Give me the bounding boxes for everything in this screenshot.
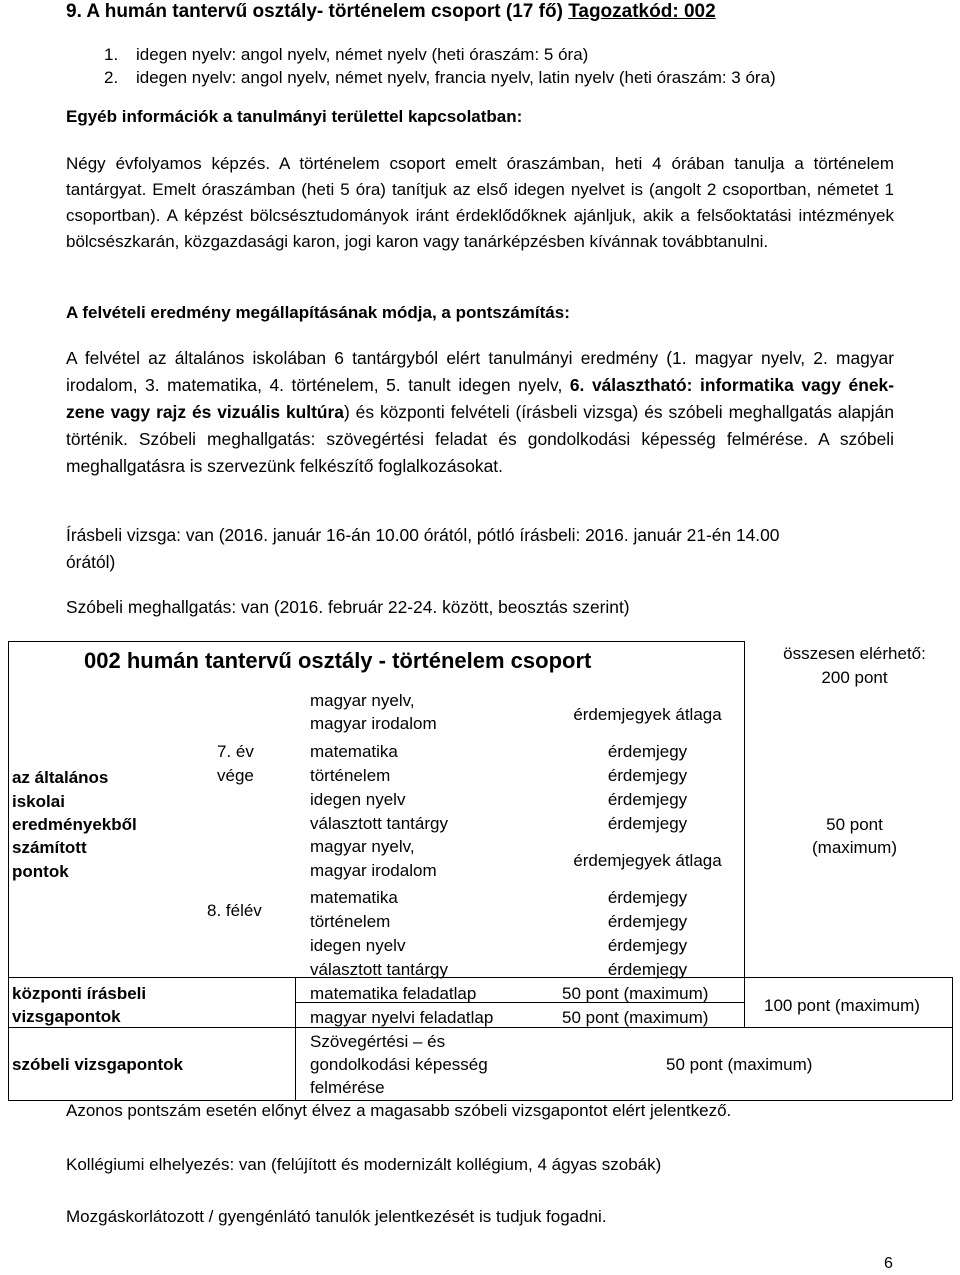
general-label-3: eredményekből [12,815,137,834]
written-exam-line2: órától) [66,552,116,572]
page-number: 6 [884,1255,893,1272]
admission-text: A felvétel az általános iskolában 6 tantárgyból elért tanulmányi eredmény (1. magyar nyelv, 2. magyar irodalom, 3. matematika, 4. történelem, 5. tanult idegen nyelv, 6. választható: informatika vagy ének-zene vagy rajz és vizuális kultúra) és központi felvételi (írásbeli vizsga) és szóbeli meghallgatás alapján történik. Szóbeli meghallgatás: szövegértési feladat és gondolkodási képesség felmérése. A szóbeli meghallgatásra is szervezünk felkészítő foglalkozásokat. [66,348,895,476]
grade-avg-1: érdemjegyek átlaga [573,705,722,724]
admission-heading: A felvételi eredmény megállapításának módja, a pontszámítás: [66,303,570,322]
general-label-5: pontok [12,862,69,881]
admission-bold: 6. választható: informatika vagy ének-zene vagy rajz és vizuális kultúra [66,375,894,422]
grade-math-2: érdemjegy [607,888,688,907]
subject-chosen-2: választott tantárgy [310,960,448,979]
section-code: Tagozatkód: 002 [568,1,716,22]
total-label-2: 200 pont [821,668,888,687]
language-item-1: 1. idegen nyelv: angol nyelv, német nyelv (heti óraszám: 5 óra) [104,45,589,64]
grade-avg-2: érdemjegyek átlaga [573,851,722,870]
period-7-line1: 7. év [217,742,254,761]
subject-hu-2-a: magyar nyelv, [310,837,415,856]
oral-desc-3: felmérése [310,1078,385,1097]
subject-hist-1: történelem [310,766,391,785]
hu-sheet-points: 50 pont (maximum) [562,1008,709,1027]
central-label-1: központi írásbeli [12,984,147,1003]
oral-label: szóbeli vizsgapontok [12,1055,183,1074]
period-7-line2: vége [217,766,254,785]
subject-math-2: matematika [310,888,398,907]
grade-lang-1: érdemjegy [607,790,688,809]
central-points: 100 pont (maximum) [764,996,920,1015]
central-label-2: vizsgapontok [12,1007,121,1026]
subject-hu-1-a: magyar nyelv, [310,691,415,710]
equal-points-note: Azonos pontszám esetén előnyt élvez a magasabb szóbeli vizsgapontot elért jelentkező. [66,1101,732,1120]
grade-hist-2: érdemjegy [607,912,688,931]
grade-chosen-2: érdemjegy [607,960,688,979]
other-info-text: Négy évfolyamos képzés. A történelem csoport emelt óraszámban, heti 4 órában tanulja a történelem tantárgyat. Emelt óraszámban (heti 5 óra) tanítjuk az első idegen nyelvet is (angolt 2 csoportban, németet 1 csoportban). A képzést bölcsésztudományok iránt érdeklődőknek ajánljuk, akik a felsőoktatási intézmények bölcsészkarán, közgazdasági karon, jogi karon vagy tanárképzésben kívánnak továbbtanulni. [66,154,894,251]
subject-lang-1: idegen nyelv [310,790,406,809]
oral-desc-1: Szövegértési – és [310,1032,446,1051]
math-sheet-points: 50 pont (maximum) [562,984,709,1003]
subject-hist-2: történelem [310,912,391,931]
hu-sheet: magyar nyelvi feladatlap [310,1008,494,1027]
section-title: 9. A humán tantervű osztály- történelem csoport (17 fő) [66,1,569,22]
grade-chosen-1: érdemjegy [607,814,688,833]
written-exam-line1: Írásbeli vizsga: van (2016. január 16-án 10.00 órától, pótló írásbeli: 2016. január 21-én 14.00 [66,525,780,545]
subject-math-1: matematika [310,742,398,761]
general-label-2: iskolai [12,792,65,811]
subject-hu-2-b: magyar irodalom [310,861,437,880]
grade-lang-2: érdemjegy [607,936,688,955]
general-points-2: (maximum) [812,838,897,857]
dormitory-note: Kollégiumi elhelyezés: van (felújított és modernizált kollégium, 4 ágyas szobák) [66,1155,662,1174]
period-8: 8. félév [207,901,262,920]
general-label-4: számított [12,838,87,857]
math-sheet: matematika feladatlap [310,984,477,1003]
subject-hu-1-b: magyar irodalom [310,714,437,733]
general-points-1: 50 pont [826,815,883,834]
oral-points: 50 pont (maximum) [666,1055,813,1074]
subject-chosen-1: választott tantárgy [310,814,448,833]
grade-hist-1: érdemjegy [607,766,688,785]
table-title: 002 humán tantervű osztály - történelem csoport [84,648,592,673]
grade-math-1: érdemjegy [607,742,688,761]
disabled-note: Mozgáskorlátozott / gyengénlátó tanulók jelentkezését is tudjuk fogadni. [66,1207,607,1226]
general-label-1: az általános [12,768,109,787]
oral-exam: Szóbeli meghallgatás: van (2016. február 22-24. között, beosztás szerint) [66,597,630,617]
oral-desc-2: gondolkodási képesség [310,1055,488,1074]
other-info-heading: Egyéb információk a tanulmányi területtel kapcsolatban: [66,107,523,126]
total-label-1: összesen elérhető: [783,644,926,663]
subject-lang-2: idegen nyelv [310,936,406,955]
section-heading [66,0,716,24]
language-item-2: 2. idegen nyelv: angol nyelv, német nyelv, francia nyelv, latin nyelv (heti óraszám: 3 óra) [104,68,776,87]
